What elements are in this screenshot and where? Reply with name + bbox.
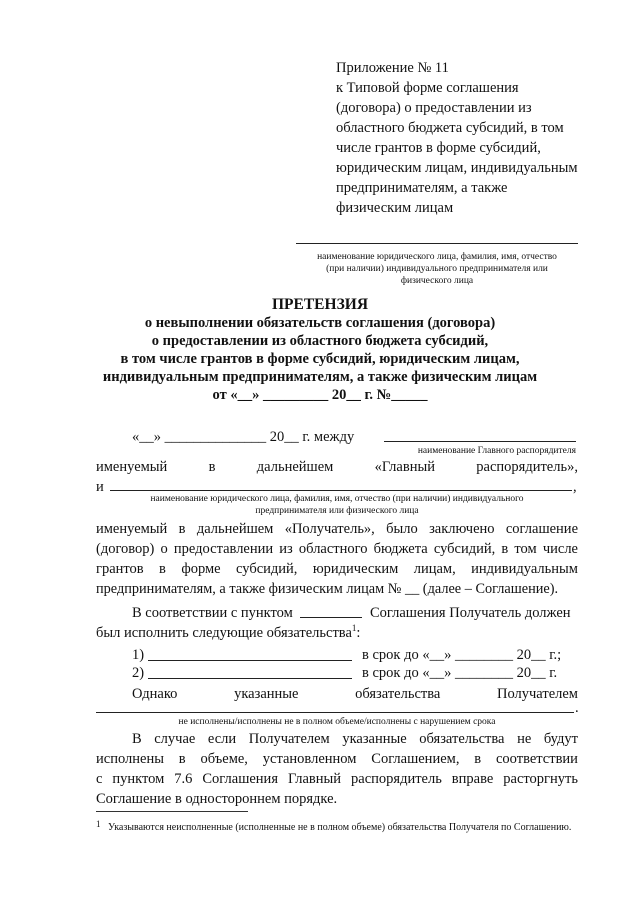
clause-intro-end: Соглашения Получатель должен — [370, 605, 571, 621]
appendix-line: предпринимателям, а также — [336, 180, 508, 196]
appendix-line: юридическим лицам, индивидуальным — [336, 160, 578, 176]
obligation-1-number: 1) — [132, 647, 145, 663]
obligation-2-term: в срок до «__» ________ 20__ г. — [362, 665, 558, 681]
title-line: индивидуальным предпринимателям, а также физическим лицам — [102, 369, 538, 385]
appendix-line: (договора) о предоставлении из — [336, 100, 532, 116]
title-line: о предоставлении из областного бюджета субсидий, — [151, 333, 489, 349]
recipient-blank-line[interactable] — [296, 243, 578, 244]
recipient-name-blank-line[interactable] — [110, 490, 572, 491]
recipient-caption: наименование юридического лица, фамилия, имя, отчество — [317, 252, 557, 262]
named-manager-line: именуемый в дальнейшем «Главный распорядитель», — [96, 459, 578, 475]
obligation-2-number: 2) — [132, 665, 145, 681]
clause-number-blank[interactable] — [300, 617, 362, 618]
appendix-line: областного бюджета субсидий, в том — [336, 120, 564, 136]
obligations-intro: был исполнить следующие обязательства$^1$: — [96, 623, 361, 641]
recipient-name-caption: наименование юридического лица, фамилия, имя, отчество (при наличии) индивидуального — [150, 494, 524, 504]
title-line: о невыполнении обязательств соглашения (договора) — [144, 315, 496, 331]
recipient-caption: (при наличии) индивидуального предпринимателя или — [326, 264, 548, 274]
recipient-caption: физического лица — [400, 276, 474, 286]
paragraph-line: именуемый в дальнейшем «Получатель», было заключено соглашение — [96, 521, 578, 537]
footnote-separator — [96, 811, 248, 812]
status-caption: не исполнены/исполнены не в полном объеме/исполнены с нарушением срока — [178, 717, 496, 727]
footnote-text: Указываются неисполненные (исполненные не в полном объеме) обязательства Получателя по Соглашению. — [108, 822, 572, 833]
title-date-line: от «__» _________ 20__ г. №_____ — [212, 387, 428, 403]
appendix-line: физическим лицам — [336, 200, 454, 216]
manager-blank-line[interactable] — [384, 441, 576, 442]
footnote-mark: 1 — [96, 819, 101, 829]
title-line: в том числе грантов в форме субсидий, юридическим лицам, — [120, 351, 520, 367]
period: . — [575, 700, 579, 716]
recipient-name-caption: предпринимателя или физического лица — [255, 506, 419, 516]
paragraph-line: Соглашение в одностороннем порядке. — [96, 791, 338, 807]
and-prefix: и — [96, 479, 104, 495]
document-title: ПРЕТЕНЗИЯ — [271, 296, 369, 313]
clause-intro: В соответствии с пунктом — [132, 605, 293, 621]
manager-caption: наименование Главного распорядителя — [417, 446, 576, 456]
paragraph-line: В случае если Получателем указанные обязательства не будут — [132, 731, 578, 747]
obligation-1-term: в срок до «__» ________ 20__ г.; — [362, 647, 562, 663]
paragraph-line: исполнены в объеме, установленном Соглашением, в соответствии — [96, 751, 578, 767]
footnote-reference[interactable]: 1 — [351, 623, 357, 634]
status-blank-line[interactable] — [96, 712, 574, 713]
paragraph-line: предпринимателям, а также физическим лицам № __ (далее – Соглашение). — [96, 581, 559, 597]
appendix-line: к Типовой форме соглашения — [336, 80, 519, 96]
paragraph-line: с пунктом 7.6 Соглашения Главный распорядитель вправе расторгнуть — [96, 771, 578, 787]
paragraph-line: грантов в форме субсидий, юридическим лицам, индивидуальным — [96, 561, 578, 577]
comma: , — [573, 479, 577, 495]
obligation-2-blank[interactable] — [148, 678, 352, 679]
appendix-line: числе грантов в форме субсидий, — [336, 140, 541, 156]
however-line: Однако указанные обязательства Получателем — [132, 686, 578, 702]
paragraph-line: (договор) о предоставлении из областного бюджета субсидий, в том числе — [96, 541, 578, 557]
agreement-date-line: «__» ______________ 20__ г. между — [132, 429, 355, 445]
appendix-number: Приложение № 11 — [336, 60, 449, 76]
obligation-1-blank[interactable] — [148, 660, 352, 661]
